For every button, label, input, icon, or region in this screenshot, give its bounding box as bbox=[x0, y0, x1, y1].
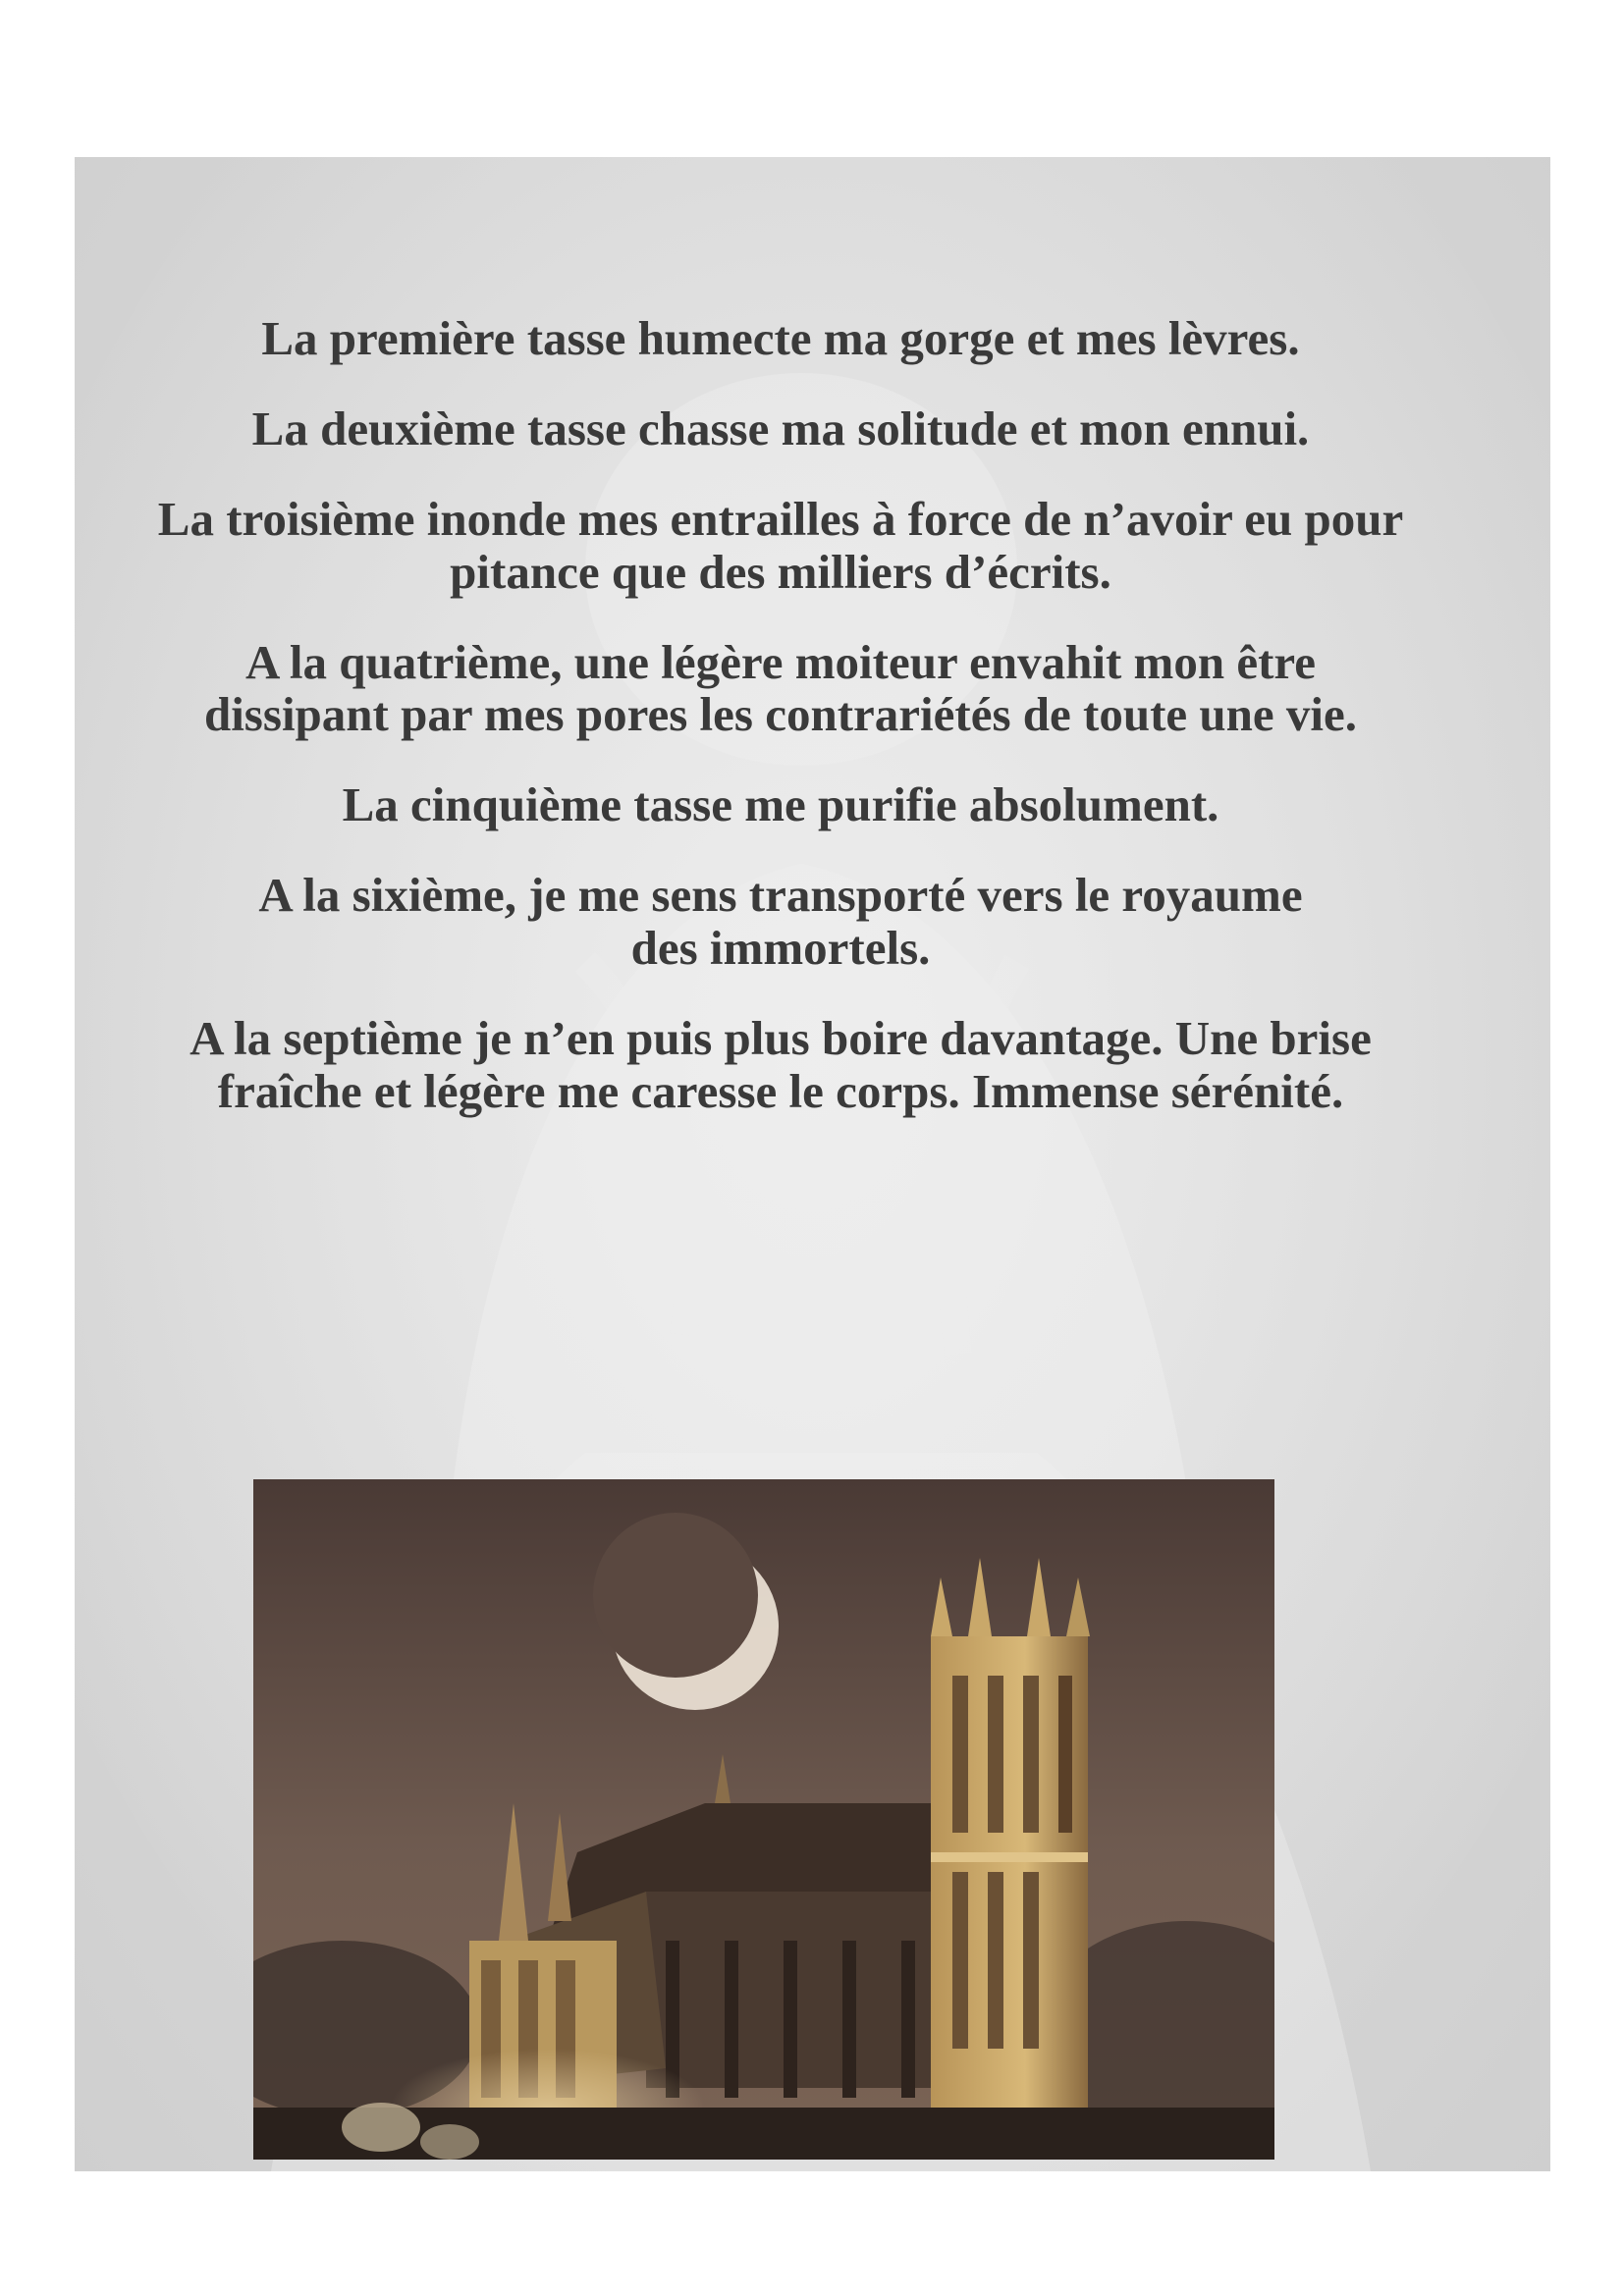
stanza-line: A la septième je n’en puis plus boire davantage. Une brise bbox=[189, 1011, 1372, 1066]
stanza-5 bbox=[0, 778, 1561, 831]
stanza-2 bbox=[0, 402, 1561, 455]
stanza-line: des immortels. bbox=[630, 921, 931, 976]
stanza-line: dissipant par mes pores les contrariétés de toute une vie. bbox=[203, 687, 1358, 742]
stanza-4 bbox=[0, 636, 1561, 742]
stanza-line: A la sixième, je me sens transporté vers le royaume bbox=[258, 868, 1303, 923]
stanza-line: La première tasse humecte ma gorge et mes lèvres. bbox=[261, 311, 1300, 365]
stanza-line: A la quatrième, une légère moiteur envahit mon être bbox=[244, 634, 1317, 689]
stanza-3 bbox=[0, 493, 1561, 599]
stanza-line: fraîche et légère me caresse le corps. Immense sérénité. bbox=[217, 1063, 1344, 1118]
poem bbox=[0, 312, 1561, 1155]
stanza-7 bbox=[0, 1012, 1561, 1118]
church-moon-illustration bbox=[253, 1479, 1274, 2160]
stanza-line: pitance que des milliers d’écrits. bbox=[450, 544, 1111, 599]
stanza-line: La deuxième tasse chasse ma solitude et mon ennui. bbox=[251, 400, 1310, 455]
stanza-line: La troisième inonde mes entrailles à force de n’avoir eu pour bbox=[157, 491, 1404, 546]
church-night-photo bbox=[253, 1479, 1274, 2160]
stanza-line: La cinquième tasse me purifie absolument. bbox=[342, 777, 1219, 832]
stanza-1 bbox=[0, 312, 1561, 365]
stanza-6 bbox=[0, 869, 1561, 975]
